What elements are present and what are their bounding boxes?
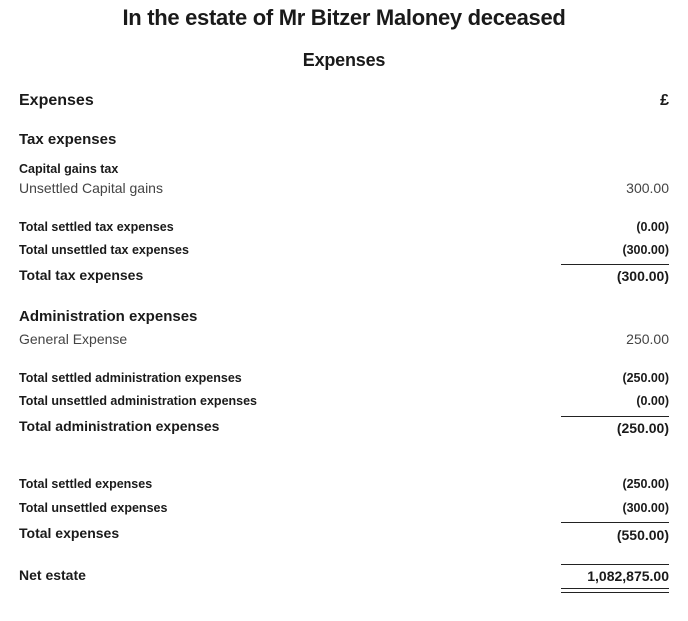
- subtotal-rule: [561, 264, 669, 265]
- net-estate-rule-top: [561, 564, 669, 565]
- net-estate-value: 1,082,875.00: [587, 568, 669, 584]
- total-admin-expenses-value: (250.00): [616, 420, 669, 436]
- total-settled-expenses-label: Total settled expenses: [19, 477, 153, 491]
- capital-gains-tax-subheading: Capital gains tax: [19, 162, 119, 176]
- general-expense-label: General Expense: [19, 331, 128, 347]
- total-unsettled-admin-value: (0.00): [636, 394, 669, 408]
- total-settled-admin-value: (250.00): [622, 371, 669, 385]
- administration-expenses-heading: Administration expenses: [19, 308, 198, 325]
- subtotal-rule: [561, 416, 669, 417]
- total-settled-tax-value: (0.00): [636, 220, 669, 234]
- general-expense-value: 250.00: [626, 331, 669, 347]
- total-unsettled-expenses-value: (300.00): [622, 501, 669, 515]
- net-estate-label: Net estate: [19, 567, 86, 583]
- unsettled-capital-gains-value: 300.00: [626, 180, 669, 196]
- total-unsettled-tax-value: (300.00): [622, 243, 669, 257]
- currency-header: £: [660, 92, 669, 109]
- column-header-label: Expenses: [19, 92, 94, 109]
- total-tax-expenses-label: Total tax expenses: [19, 267, 144, 283]
- net-estate-double-rule-1: [561, 588, 669, 589]
- total-unsettled-admin-label: Total unsettled administration expenses: [19, 394, 258, 408]
- tax-expenses-heading: Tax expenses: [19, 131, 117, 148]
- total-settled-admin-label: Total settled administration expenses: [19, 371, 242, 385]
- total-expenses-value: (550.00): [616, 527, 669, 543]
- total-expenses-label: Total expenses: [19, 525, 120, 541]
- total-settled-expenses-value: (250.00): [622, 477, 669, 491]
- total-admin-expenses-label: Total administration expenses: [19, 418, 220, 434]
- net-estate-double-rule-2: [561, 592, 669, 593]
- total-settled-tax-label: Total settled tax expenses: [19, 220, 174, 234]
- document-title: In the estate of Mr Bitzer Maloney deceased: [122, 5, 566, 30]
- total-tax-expenses-value: (300.00): [616, 268, 669, 284]
- total-unsettled-tax-label: Total unsettled tax expenses: [19, 243, 189, 257]
- document-subtitle: Expenses: [302, 50, 386, 70]
- subtotal-rule: [561, 522, 669, 523]
- unsettled-capital-gains-label: Unsettled Capital gains: [19, 180, 163, 196]
- total-unsettled-expenses-label: Total unsettled expenses: [19, 501, 168, 515]
